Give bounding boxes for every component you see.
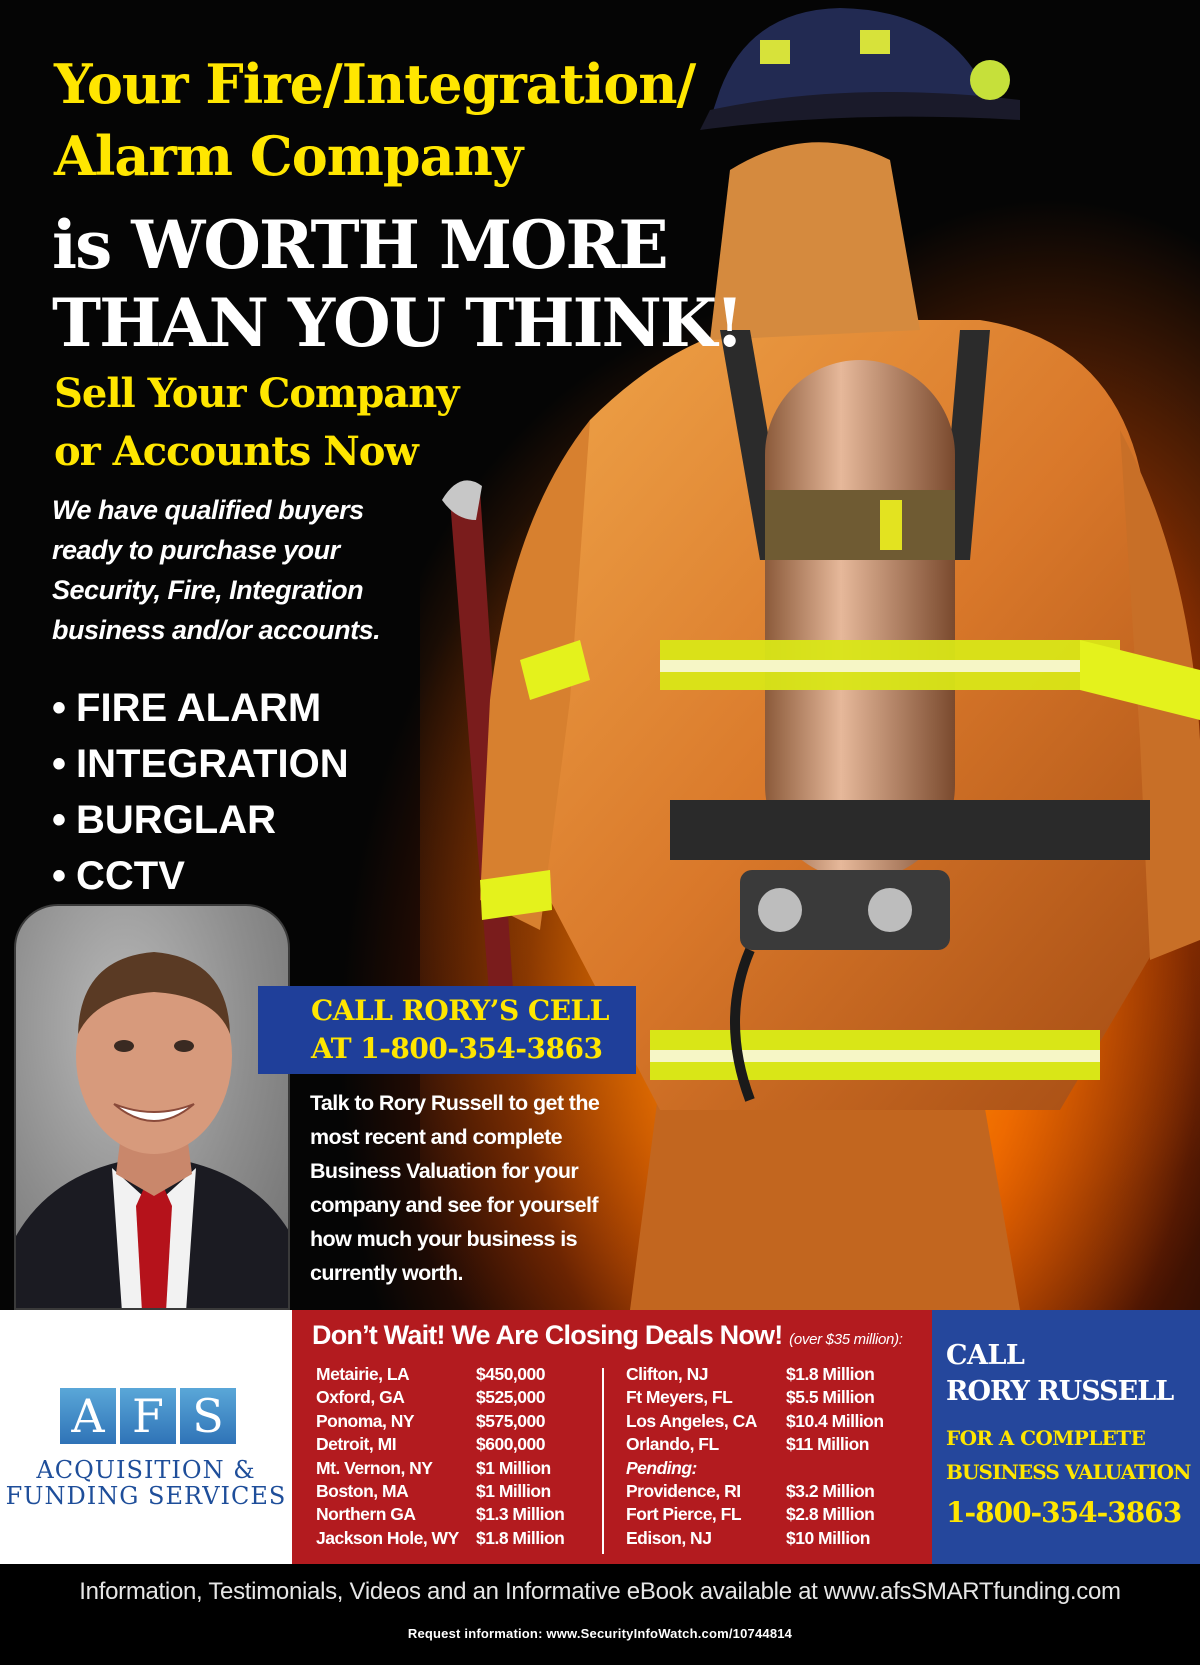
afs-logo — [60, 1388, 236, 1444]
deal-row — [626, 1434, 884, 1457]
deal-location: Los Angeles, CA — [626, 1410, 757, 1431]
deal-location: Northern GA — [316, 1504, 416, 1525]
service-item: • BURGLAR — [52, 792, 349, 848]
afs-logo-letter: F — [120, 1388, 176, 1444]
deal-row — [626, 1504, 884, 1527]
footer-info-link[interactable]: Information, Testimonials, Videos and an Informative eBook available at www.afsSMARTfunding.com — [79, 1578, 1121, 1605]
deal-location: Jackson Hole, WY — [316, 1527, 459, 1548]
pending-label-row — [626, 1458, 884, 1481]
deal-location: Providence, RI — [626, 1480, 741, 1501]
afs-logo-line-1: ACQUISITION & — [36, 1456, 256, 1484]
subhead-line-2: or Accounts Now — [54, 428, 418, 475]
deal-amount: $5.5 Million — [786, 1387, 875, 1408]
services-list — [52, 680, 349, 904]
deal-amount: $1 Million — [476, 1480, 551, 1501]
deal-row — [316, 1504, 564, 1527]
portrait-illustration — [16, 906, 290, 1310]
subhead-line-1: Sell Your Company — [54, 370, 459, 417]
deal-amount: $2.8 Million — [786, 1504, 875, 1525]
deal-row — [316, 1434, 564, 1457]
afs-logo-letter: S — [180, 1388, 236, 1444]
portrait-photo — [14, 904, 290, 1310]
service-item: • CCTV — [52, 848, 349, 904]
deals-divider — [602, 1368, 604, 1554]
deal-row — [316, 1364, 564, 1387]
deal-location: Fort Pierce, FL — [626, 1504, 742, 1525]
deal-amount: $11 Million — [786, 1434, 869, 1455]
deal-row — [316, 1458, 564, 1481]
deal-row — [626, 1411, 884, 1434]
pending-label: Pending: — [626, 1457, 697, 1478]
deal-amount: $525,000 — [476, 1387, 545, 1408]
headline-line-2: Alarm Company — [54, 124, 523, 188]
deals-column-right — [626, 1364, 884, 1551]
service-item: • INTEGRATION — [52, 736, 349, 792]
deal-location: Mt. Vernon, NY — [316, 1457, 433, 1478]
deal-amount: $10.4 Million — [786, 1410, 884, 1431]
deal-row — [626, 1481, 884, 1504]
deal-location: Ponoma, NY — [316, 1410, 415, 1431]
deal-location: Edison, NJ — [626, 1527, 712, 1548]
talk-to-rory-text: Talk to Rory Russell to get the most recent and complete Business Valuation for your company and see for yourself how much your business is currently worth. — [310, 1091, 600, 1285]
callout-line-1: CALL RORY’S CELL — [311, 994, 609, 1027]
contact-for-line: FOR A COMPLETE — [946, 1426, 1146, 1450]
deal-location: Oxford, GA — [316, 1387, 405, 1408]
headline-line-1: Your Fire/Integration/ — [54, 52, 696, 116]
callout-phone-line[interactable]: AT 1-800-354-3863 — [311, 1032, 603, 1065]
headline-line-3: is WORTH MORE — [52, 206, 667, 284]
deal-amount: $1.3 Million — [476, 1504, 565, 1525]
deal-amount: $1.8 Million — [476, 1527, 565, 1548]
deal-row — [626, 1528, 884, 1551]
intro-text: We have qualified buyers ready to purchase your Security, Fire, Integration business and/or accounts. — [52, 495, 381, 645]
deal-row — [316, 1387, 564, 1410]
afs-logo-letter: A — [60, 1388, 116, 1444]
deals-title-text: Don’t Wait! We Are Closing Deals Now! — [312, 1320, 783, 1350]
service-item: • FIRE ALARM — [52, 680, 349, 736]
deal-location: Orlando, FL — [626, 1434, 719, 1455]
headline-line-4: THAN YOU THINK! — [52, 284, 743, 362]
contact-call: CALL — [946, 1340, 1025, 1371]
deal-row — [316, 1481, 564, 1504]
deal-amount: $10 Million — [786, 1527, 870, 1548]
deal-location: Metairie, LA — [316, 1364, 410, 1384]
afs-logo-line-2: FUNDING SERVICES — [5, 1482, 287, 1510]
deal-amount: $575,000 — [476, 1410, 545, 1431]
contact-valuation-line: BUSINESS VALUATION — [946, 1460, 1191, 1484]
deal-location: Boston, MA — [316, 1480, 409, 1501]
deal-location: Ft Meyers, FL — [626, 1387, 733, 1408]
deal-amount: $1 Million — [476, 1457, 551, 1478]
deals-title — [312, 1320, 903, 1351]
deal-row — [626, 1364, 884, 1387]
deals-column-left — [316, 1364, 564, 1551]
deal-location: Detroit, MI — [316, 1434, 397, 1455]
deals-note: (over $35 million): — [789, 1331, 903, 1348]
deal-amount: $600,000 — [476, 1434, 545, 1455]
deal-row — [316, 1528, 564, 1551]
deal-location: Clifton, NJ — [626, 1364, 708, 1384]
deal-amount: $450,000 — [476, 1364, 545, 1384]
callout-text — [311, 992, 609, 1068]
footer-request-link[interactable]: Request information: www.SecurityInfoWatch.com/10744814 — [407, 1626, 793, 1641]
contact-name: RORY RUSSELL — [946, 1376, 1174, 1407]
deal-row — [316, 1411, 564, 1434]
deal-amount: $3.2 Million — [786, 1480, 875, 1501]
contact-phone[interactable]: 1-800-354-3863 — [946, 1496, 1182, 1529]
deal-row — [626, 1387, 884, 1410]
deal-amount: $1.8 Million — [786, 1364, 875, 1384]
